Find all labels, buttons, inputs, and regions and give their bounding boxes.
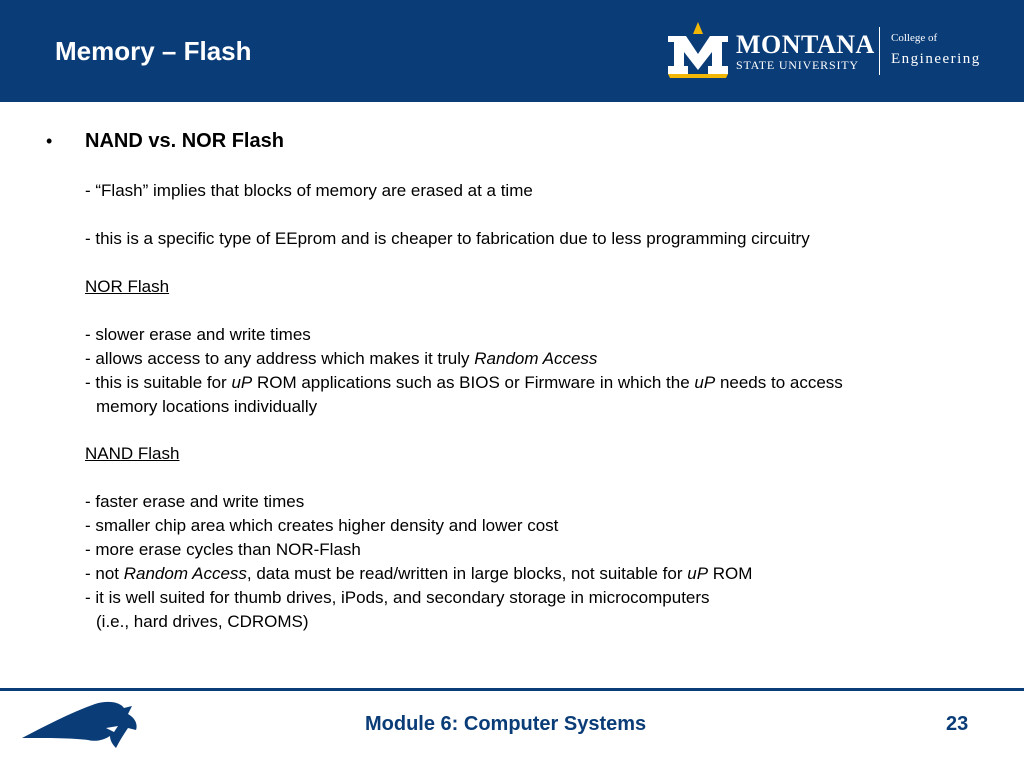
section-heading: NAND vs. NOR Flash bbox=[85, 130, 284, 152]
nand-line-6: (i.e., hard drives, CDROMS) bbox=[96, 612, 309, 631]
nor-line-3-text-b: ROM applications such as BIOS or Firmware in which the bbox=[252, 373, 695, 392]
nor-line-2-text: - allows access to any address which makes it truly bbox=[85, 349, 475, 368]
nor-line-3-text-a: - this is suitable for bbox=[85, 373, 232, 392]
nor-line-3-emphasis-2: uP bbox=[694, 373, 716, 392]
nand-line-5: - it is well suited for thumb drives, iPods, and secondary storage in microcomputers bbox=[85, 588, 710, 607]
nor-line-1: - slower erase and write times bbox=[85, 325, 311, 344]
slide-header bbox=[0, 0, 1024, 102]
logo-college-line1: College of bbox=[891, 32, 938, 44]
nand-line-2: - smaller chip area which creates higher density and lower cost bbox=[85, 516, 559, 535]
nand-line-1: - faster erase and write times bbox=[85, 492, 305, 511]
nand-line-4 bbox=[85, 564, 752, 584]
bobcat-icon bbox=[20, 698, 140, 754]
nor-flash-title: NOR Flash bbox=[85, 277, 170, 296]
logo-name-line1: MONTANA bbox=[736, 30, 875, 59]
nor-line-4: memory locations individually bbox=[96, 397, 318, 416]
logo-name-line2: STATE UNIVERSITY bbox=[736, 58, 859, 72]
montana-m-icon bbox=[666, 22, 730, 78]
logo-divider bbox=[879, 27, 880, 75]
nand-line-4-text-b: , data must be read/written in large blocks, not suitable for bbox=[246, 564, 688, 583]
nor-line-3-text-c: needs to access bbox=[715, 373, 843, 392]
nand-line-4-emphasis-1: Random Access bbox=[123, 564, 247, 583]
footer-title: Module 6: Computer Systems bbox=[365, 713, 647, 735]
intro-line-1: - “Flash” implies that blocks of memory are erased at a time bbox=[85, 181, 533, 200]
intro-line-2: - this is a specific type of EEprom and is cheaper to fabrication due to less programming circuitry bbox=[85, 229, 810, 248]
nor-line-2-emphasis: Random Access bbox=[474, 349, 598, 368]
logo-college-line2: Engineering bbox=[891, 51, 981, 67]
bullet-marker: • bbox=[46, 131, 53, 151]
nand-flash-title: NAND Flash bbox=[85, 444, 180, 463]
slide-title: Memory – Flash bbox=[55, 36, 252, 66]
nor-line-2 bbox=[85, 349, 597, 369]
nand-line-4-text-c: ROM bbox=[708, 564, 753, 583]
nand-line-4-text-a: - not bbox=[85, 564, 124, 583]
nand-line-4-emphasis-2: uP bbox=[687, 564, 709, 583]
nor-line-3 bbox=[85, 373, 843, 393]
footer-divider bbox=[0, 688, 1024, 691]
page-number: 23 bbox=[946, 713, 969, 735]
msu-engineering-logo bbox=[666, 22, 1011, 78]
nor-line-3-emphasis-1: uP bbox=[231, 373, 253, 392]
nand-line-3: - more erase cycles than NOR-Flash bbox=[85, 540, 361, 559]
